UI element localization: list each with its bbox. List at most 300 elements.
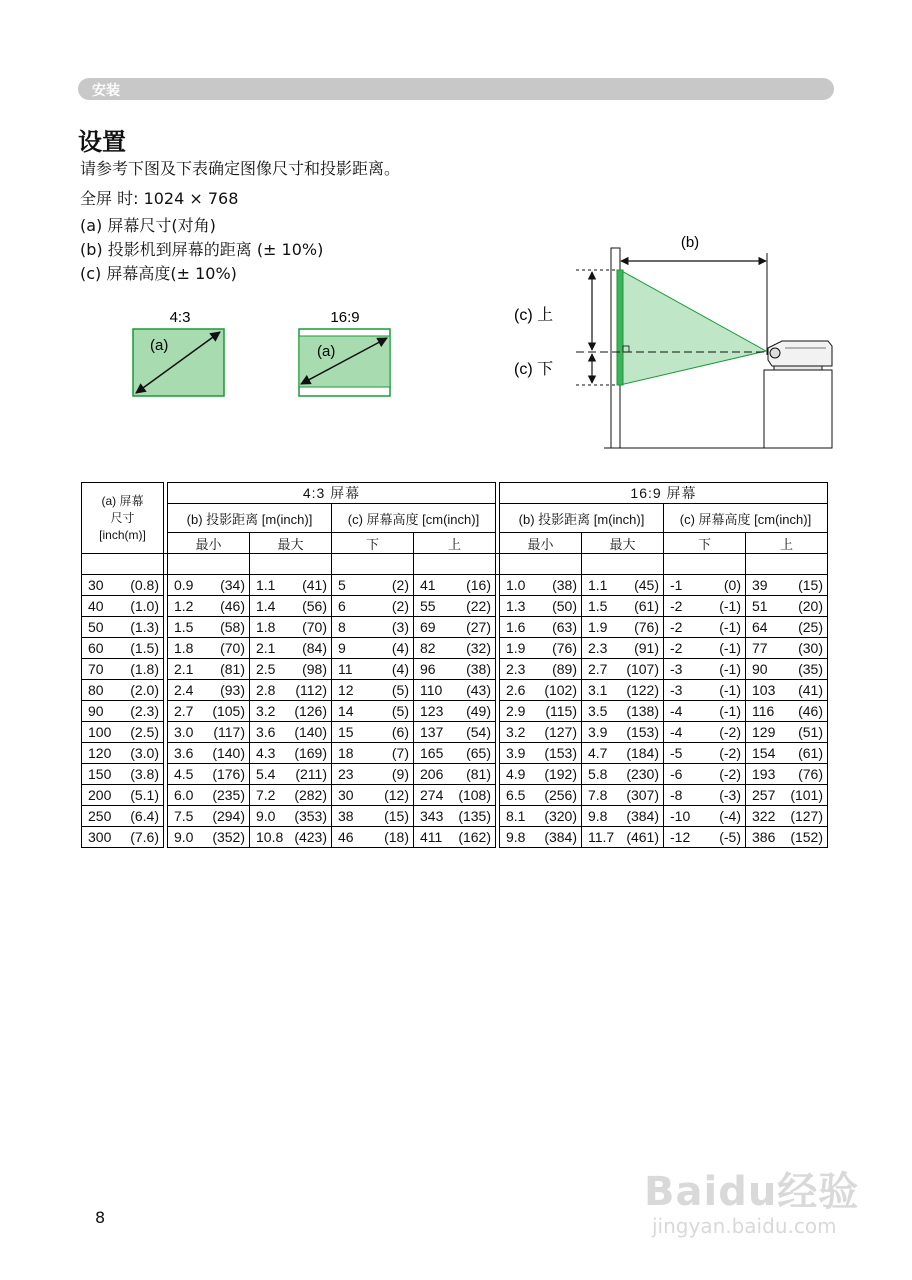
- cell-value: 15: [338, 724, 354, 740]
- value-cell: [664, 575, 746, 596]
- value-cell: [332, 806, 414, 827]
- cell-value: 1.9: [588, 619, 608, 635]
- cell-alt-value: (-1): [719, 640, 741, 656]
- cell-alt-value: (423): [294, 829, 327, 845]
- value-cell: [168, 827, 250, 848]
- value-cell: [250, 575, 332, 596]
- screen-43-a-label: (a): [150, 337, 169, 354]
- value-cell: [168, 680, 250, 701]
- cell-alt-value: (4): [391, 640, 409, 656]
- cell-alt-value: (89): [552, 661, 577, 677]
- legend-item-c: (c) 屏幕高度(± 10%): [80, 264, 237, 283]
- screen-size-cell: [82, 680, 164, 701]
- cell-value: 300: [88, 829, 112, 845]
- col-up-169: 上: [746, 533, 828, 554]
- cell-alt-value: (105): [212, 703, 245, 719]
- value-cell: [168, 596, 250, 617]
- cell-value: 96: [420, 661, 436, 677]
- cell-value: 7.5: [174, 808, 194, 824]
- value-cell: [414, 785, 496, 806]
- value-cell: [746, 659, 828, 680]
- value-cell: [500, 638, 582, 659]
- value-cell: [250, 722, 332, 743]
- cell-value: -1: [670, 577, 683, 593]
- cell-alt-value: (112): [295, 682, 327, 698]
- cell-value: 250: [88, 808, 112, 824]
- cell-alt-value: (49): [466, 703, 491, 719]
- height-down-label: (c) 下: [514, 361, 554, 378]
- cell-value: 3.9: [506, 745, 526, 761]
- cell-value: 110: [420, 682, 443, 698]
- cell-value: 69: [420, 619, 436, 635]
- page-number: 8: [95, 1208, 106, 1227]
- cell-value: 64: [752, 619, 768, 635]
- cell-value: 5.8: [588, 766, 608, 782]
- col-min-43: 最小: [168, 533, 250, 554]
- cell-value: 41: [420, 577, 436, 593]
- cell-value: 2.1: [256, 640, 276, 656]
- cell-value: 1.3: [506, 598, 526, 614]
- cell-alt-value: (-1): [719, 598, 741, 614]
- cell-alt-value: (5): [391, 703, 409, 719]
- group-43-header: 4:3 屏幕: [168, 483, 496, 504]
- cell-alt-value: (46): [798, 703, 823, 719]
- cell-alt-value: (294): [212, 808, 245, 824]
- cell-value: 9.8: [506, 829, 526, 845]
- cell-alt-value: (169): [294, 745, 327, 761]
- group-169-header: 16:9 屏幕: [500, 483, 828, 504]
- value-cell: [746, 827, 828, 848]
- cell-value: 193: [752, 766, 776, 782]
- value-cell: [500, 722, 582, 743]
- screen-size-cell: [82, 575, 164, 596]
- cell-value: 51: [752, 598, 768, 614]
- value-cell: [664, 638, 746, 659]
- value-cell: [332, 680, 414, 701]
- cell-value: -5: [670, 745, 683, 761]
- value-cell: [582, 722, 664, 743]
- cell-value: 1.1: [588, 577, 608, 593]
- cell-alt-value: (-2): [719, 766, 741, 782]
- value-cell: [250, 659, 332, 680]
- table-row: [82, 785, 828, 806]
- cell-value: 8.1: [506, 808, 526, 824]
- cell-alt-value: (-1): [719, 682, 741, 698]
- cell-value: 60: [88, 640, 104, 656]
- cell-value: 6: [338, 598, 346, 614]
- cell-value: 50: [88, 619, 104, 635]
- value-cell: [500, 764, 582, 785]
- value-cell: [582, 764, 664, 785]
- cell-value: 40: [88, 598, 104, 614]
- cell-value: 30: [88, 577, 104, 593]
- size-header-line3: [inch(m)]: [99, 527, 146, 542]
- value-cell: [250, 827, 332, 848]
- value-cell: [414, 701, 496, 722]
- cell-alt-value: (45): [634, 577, 659, 593]
- cell-alt-value: (153): [544, 745, 577, 761]
- cell-value: -8: [670, 787, 683, 803]
- cell-alt-value: (-1): [719, 661, 741, 677]
- cell-value: 4.5: [174, 766, 194, 782]
- section-header-bar: [78, 78, 834, 100]
- cell-alt-value: (12): [384, 787, 409, 803]
- cell-alt-value: (20): [798, 598, 823, 614]
- cell-value: 9.8: [588, 808, 608, 824]
- cell-value: 3.6: [174, 745, 194, 761]
- cell-value: 39: [752, 577, 768, 593]
- screen-size-cell: [82, 659, 164, 680]
- projection-table: [81, 482, 828, 848]
- value-cell: [332, 575, 414, 596]
- cell-alt-value: (-4): [719, 808, 741, 824]
- cell-value: 1.1: [256, 577, 276, 593]
- cell-value: 3.1: [588, 682, 608, 698]
- cell-value: 257: [752, 787, 776, 803]
- distance-header-169: (b) 投影距离 [m(inch)]: [500, 504, 664, 533]
- cell-value: 154: [752, 745, 776, 761]
- value-cell: [664, 680, 746, 701]
- value-cell: [582, 659, 664, 680]
- screen-size-cell: [82, 722, 164, 743]
- table-row: [82, 806, 828, 827]
- value-cell: [414, 575, 496, 596]
- cell-alt-value: (91): [634, 640, 659, 656]
- cell-value: 11: [338, 661, 353, 677]
- cell-value: 2.7: [174, 703, 194, 719]
- ratio-169-label: 16:9: [330, 309, 360, 326]
- value-cell: [746, 743, 828, 764]
- value-cell: [250, 680, 332, 701]
- cell-value: 6.0: [174, 787, 194, 803]
- size-header-line2: 尺寸: [110, 510, 135, 525]
- value-cell: [414, 638, 496, 659]
- cell-value: 116: [752, 703, 775, 719]
- distance-header-43: (b) 投影距离 [m(inch)]: [168, 504, 332, 533]
- cell-alt-value: (38): [466, 661, 491, 677]
- value-cell: [332, 638, 414, 659]
- value-cell: [582, 596, 664, 617]
- projector-table: [764, 370, 832, 448]
- cell-alt-value: (6): [391, 724, 409, 740]
- cell-alt-value: (93): [220, 682, 245, 698]
- cell-alt-value: (211): [295, 766, 327, 782]
- cell-value: 206: [420, 766, 444, 782]
- value-cell: [250, 743, 332, 764]
- value-cell: [582, 827, 664, 848]
- cell-alt-value: (61): [634, 598, 659, 614]
- cell-alt-value: (76): [634, 619, 659, 635]
- cell-alt-value: (235): [212, 787, 245, 803]
- cell-alt-value: (0.8): [130, 577, 159, 593]
- value-cell: [582, 638, 664, 659]
- value-cell: [746, 596, 828, 617]
- cell-value: 4.9: [506, 766, 526, 782]
- cell-alt-value: (70): [220, 640, 245, 656]
- cell-alt-value: (-3): [719, 787, 741, 803]
- cell-value: 1.5: [174, 619, 194, 635]
- cell-alt-value: (3.0): [130, 745, 159, 761]
- distance-b-label: (b): [680, 234, 700, 251]
- cell-value: 8: [338, 619, 346, 635]
- value-cell: [414, 659, 496, 680]
- cell-alt-value: (6.4): [130, 808, 159, 824]
- value-cell: [664, 785, 746, 806]
- cell-value: 1.2: [174, 598, 194, 614]
- cell-alt-value: (18): [384, 829, 409, 845]
- cell-alt-value: (101): [790, 787, 823, 803]
- cell-alt-value: (9): [391, 766, 409, 782]
- cell-value: 200: [88, 787, 112, 803]
- cell-alt-value: (7): [391, 745, 409, 761]
- cell-value: 411: [420, 829, 443, 845]
- value-cell: [168, 638, 250, 659]
- value-cell: [414, 806, 496, 827]
- table-row: [82, 680, 828, 701]
- cell-alt-value: (38): [552, 577, 577, 593]
- cell-value: 10.8: [256, 829, 284, 845]
- cell-alt-value: (138): [626, 703, 659, 719]
- value-cell: [332, 743, 414, 764]
- cell-alt-value: (76): [798, 766, 823, 782]
- value-cell: [500, 785, 582, 806]
- cell-alt-value: (122): [626, 682, 659, 698]
- cell-value: 6.5: [506, 787, 526, 803]
- value-cell: [582, 785, 664, 806]
- value-cell: [168, 701, 250, 722]
- value-cell: [168, 659, 250, 680]
- cell-alt-value: (50): [552, 598, 577, 614]
- cell-value: 2.9: [506, 703, 526, 719]
- value-cell: [332, 617, 414, 638]
- value-cell: [332, 827, 414, 848]
- cell-alt-value: (46): [220, 598, 245, 614]
- cell-alt-value: (16): [466, 577, 491, 593]
- cell-alt-value: (126): [294, 703, 327, 719]
- cell-alt-value: (2.5): [130, 724, 159, 740]
- cell-alt-value: (162): [458, 829, 491, 845]
- cell-value: 23: [338, 766, 354, 782]
- legend-list: [80, 214, 323, 286]
- page-title: 设置: [78, 128, 126, 156]
- table-row: [82, 701, 828, 722]
- value-cell: [168, 722, 250, 743]
- cell-alt-value: (35): [798, 661, 823, 677]
- cell-value: 9.0: [256, 808, 276, 824]
- screen-size-cell: [82, 638, 164, 659]
- cell-value: 3.5: [588, 703, 608, 719]
- cell-value: 30: [338, 787, 354, 803]
- cell-alt-value: (54): [466, 724, 491, 740]
- value-cell: [582, 680, 664, 701]
- value-cell: [746, 701, 828, 722]
- cell-alt-value: (230): [626, 766, 659, 782]
- cell-alt-value: (176): [212, 766, 245, 782]
- cell-value: 80: [88, 682, 104, 698]
- table-row: [82, 659, 828, 680]
- cell-alt-value: (34): [220, 577, 245, 593]
- cell-alt-value: (461): [626, 829, 659, 845]
- cell-value: 2.6: [506, 682, 526, 698]
- cell-value: 14: [338, 703, 354, 719]
- cell-alt-value: (3.8): [130, 766, 159, 782]
- watermark-site: jingyan.baidu.com: [652, 1214, 837, 1238]
- table-row: [82, 764, 828, 785]
- screen-size-cell: [82, 701, 164, 722]
- col-min-169: 最小: [500, 533, 582, 554]
- screen-size-cell: [82, 743, 164, 764]
- table-row: [82, 638, 828, 659]
- value-cell: [664, 827, 746, 848]
- cell-value: -2: [670, 619, 683, 635]
- cell-alt-value: (27): [466, 619, 491, 635]
- cell-alt-value: (2): [391, 598, 409, 614]
- cell-value: 5.4: [256, 766, 276, 782]
- cell-alt-value: (22): [466, 598, 491, 614]
- size-header: [82, 483, 164, 554]
- cell-value: -4: [670, 724, 683, 740]
- value-cell: [664, 764, 746, 785]
- value-cell: [168, 764, 250, 785]
- cell-alt-value: (32): [466, 640, 491, 656]
- col-max-169: 最大: [582, 533, 664, 554]
- value-cell: [250, 806, 332, 827]
- cell-value: 0.9: [174, 577, 194, 593]
- cell-alt-value: (41): [798, 682, 823, 698]
- cell-alt-value: (2): [391, 577, 409, 593]
- col-down-43: 下: [332, 533, 414, 554]
- cell-alt-value: (140): [294, 724, 327, 740]
- cell-value: 4.7: [588, 745, 608, 761]
- height-up-label: (c) 上: [514, 307, 554, 324]
- value-cell: [414, 764, 496, 785]
- value-cell: [500, 575, 582, 596]
- size-header-line1: (a) 屏幕: [101, 493, 144, 508]
- cell-alt-value: (58): [220, 619, 245, 635]
- cell-alt-value: (153): [626, 724, 659, 740]
- cell-value: 2.3: [506, 661, 526, 677]
- watermark-brand: Baidu经验: [644, 1169, 860, 1215]
- cell-value: 1.5: [588, 598, 608, 614]
- cell-alt-value: (384): [544, 829, 577, 845]
- cell-alt-value: (1.5): [130, 640, 159, 656]
- section-header-label: 安装: [92, 83, 120, 99]
- value-cell: [414, 743, 496, 764]
- cell-value: 100: [88, 724, 112, 740]
- cell-alt-value: (98): [302, 661, 327, 677]
- value-cell: [500, 659, 582, 680]
- cell-value: 9: [338, 640, 346, 656]
- legend-item-b: (b) 投影机到屏幕的距离 (± 10%): [80, 240, 324, 259]
- cell-value: -3: [670, 661, 683, 677]
- value-cell: [500, 701, 582, 722]
- cell-alt-value: (30): [798, 640, 823, 656]
- cell-alt-value: (84): [302, 640, 327, 656]
- cell-alt-value: (256): [544, 787, 577, 803]
- cell-value: 46: [338, 829, 354, 845]
- cell-alt-value: (65): [466, 745, 491, 761]
- cell-alt-value: (2.3): [130, 703, 159, 719]
- screen-size-cell: [82, 764, 164, 785]
- cell-alt-value: (1.8): [130, 661, 159, 677]
- cell-value: 77: [752, 640, 768, 656]
- cell-alt-value: (102): [544, 682, 577, 698]
- value-cell: [582, 617, 664, 638]
- screen-size-cell: [82, 806, 164, 827]
- table-row: [82, 575, 828, 596]
- projection-side-diagram: [500, 220, 840, 455]
- cell-alt-value: (152): [790, 829, 823, 845]
- value-cell: [332, 764, 414, 785]
- cell-alt-value: (5): [391, 682, 409, 698]
- cell-value: -2: [670, 598, 683, 614]
- cell-value: 5: [338, 577, 346, 593]
- cell-value: 1.0: [506, 577, 526, 593]
- value-cell: [664, 659, 746, 680]
- value-cell: [664, 743, 746, 764]
- cell-value: 82: [420, 640, 436, 656]
- cell-alt-value: (127): [790, 808, 823, 824]
- cell-value: 322: [752, 808, 776, 824]
- cell-value: 103: [752, 682, 776, 698]
- value-cell: [250, 638, 332, 659]
- value-cell: [250, 785, 332, 806]
- cell-alt-value: (15): [798, 577, 823, 593]
- table-row: [82, 743, 828, 764]
- cell-alt-value: (41): [302, 577, 327, 593]
- cell-value: 1.8: [174, 640, 194, 656]
- cell-value: 90: [88, 703, 104, 719]
- value-cell: [746, 638, 828, 659]
- cell-value: 2.5: [256, 661, 276, 677]
- cell-value: 11.7: [588, 829, 615, 845]
- cell-alt-value: (-2): [719, 724, 741, 740]
- value-cell: [664, 617, 746, 638]
- value-cell: [168, 575, 250, 596]
- screen-size-cell: [82, 596, 164, 617]
- cell-alt-value: (127): [544, 724, 577, 740]
- cell-value: 90: [752, 661, 768, 677]
- cell-value: 165: [420, 745, 444, 761]
- intro-text: 请参考下图及下表确定图像尺寸和投影距离。: [80, 159, 401, 178]
- value-cell: [500, 617, 582, 638]
- cell-alt-value: (-1): [719, 703, 741, 719]
- table-row: [82, 617, 828, 638]
- cell-value: 3.2: [506, 724, 526, 740]
- cell-alt-value: (43): [466, 682, 491, 698]
- value-cell: [500, 827, 582, 848]
- cell-alt-value: (1.3): [130, 619, 159, 635]
- cell-alt-value: (51): [798, 724, 823, 740]
- value-cell: [582, 575, 664, 596]
- cell-alt-value: (70): [302, 619, 327, 635]
- value-cell: [414, 596, 496, 617]
- cell-value: 3.9: [588, 724, 608, 740]
- watermark: [644, 1160, 860, 1238]
- value-cell: [500, 806, 582, 827]
- cell-alt-value: (5.1): [130, 787, 159, 803]
- value-cell: [664, 701, 746, 722]
- value-cell: [582, 701, 664, 722]
- cell-alt-value: (192): [544, 766, 577, 782]
- cell-alt-value: (76): [552, 640, 577, 656]
- col-up-43: 上: [414, 533, 496, 554]
- cell-alt-value: (4): [391, 661, 409, 677]
- cell-value: 123: [420, 703, 444, 719]
- legend-item-a: (a) 屏幕尺寸(对角): [80, 216, 216, 235]
- value-cell: [746, 722, 828, 743]
- cell-value: 343: [420, 808, 444, 824]
